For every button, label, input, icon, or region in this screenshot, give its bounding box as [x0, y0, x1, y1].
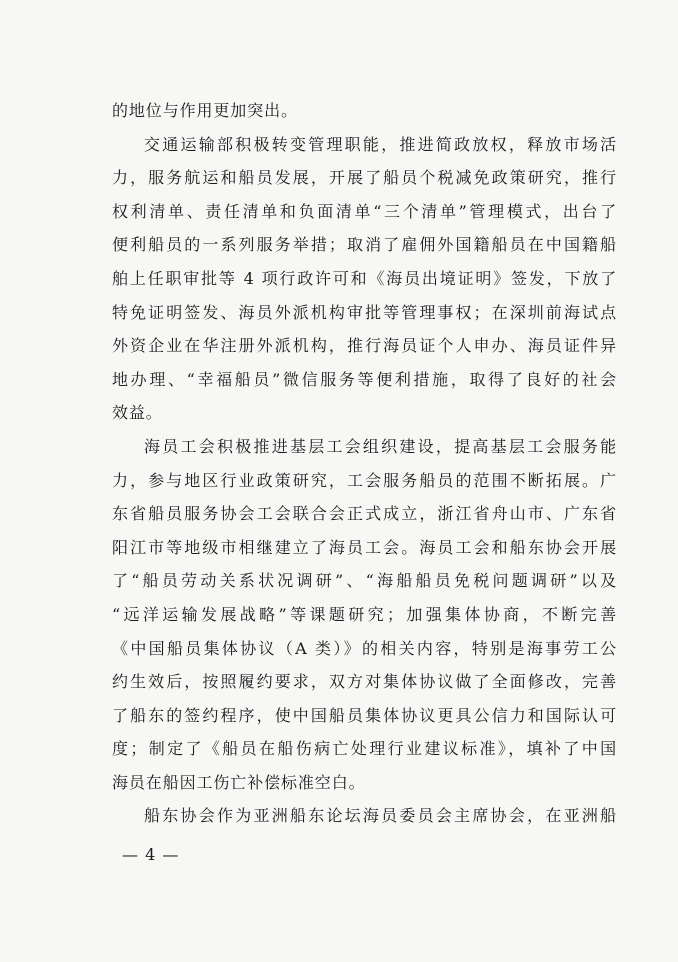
text-line: 舶上任职审批等 4 项行政许可和《海员出境证明》签发，下放了 — [112, 268, 617, 288]
text-line: 船东协会作为亚洲船东论坛海员委员会主席协会，在亚洲船 — [144, 806, 617, 826]
text-line: 力，参与地区行业政策研究，工会服务船员的范围不断拓展。广 — [112, 470, 617, 490]
text-line: 权利清单、责任清单和负面清单“三个清单”管理模式，出台了 — [112, 201, 617, 221]
text-line: 便利船员的一系列服务举措；取消了雇佣外国籍船员在中国籍船 — [112, 235, 617, 255]
text-line: 约生效后，按照履约要求，双方对集体协议做了全面修改，完善 — [112, 672, 617, 692]
text-line: 海员工会积极推进基层工会组织建设，提高基层工会服务能 — [144, 436, 617, 456]
text-line: 地办理、“幸福船员”微信服务等便利措施，取得了良好的社会 — [112, 369, 617, 389]
text-line: 的地位与作用更加突出。 — [112, 101, 298, 120]
text-line: 东省船员服务协会工会联合会正式成立，浙江省舟山市、广东省 — [112, 504, 617, 524]
text-line: 《中国船员集体协议（A 类）》的相关内容，特别是海事劳工公 — [112, 638, 617, 658]
text-line: 阳江市等地级市相继建立了海员工会。海员工会和船东协会开展 — [112, 537, 617, 557]
text-line: 了“船员劳动关系状况调研”、“海船船员免税问题调研”以及 — [112, 571, 617, 591]
text-line: 效益。 — [112, 403, 163, 423]
text-line: 海员在船因工伤亡补偿标准空白。 — [112, 772, 366, 792]
text-line: “远洋运输发展战略”等课题研究；加强集体协商，不断完善 — [112, 604, 617, 624]
text-line: 力，服务航运和船员发展，开展了船员个税减免政策研究，推行 — [112, 168, 617, 188]
text-line: 了船东的签约程序，使中国船员集体协议更具公信力和国际认可 — [112, 705, 617, 725]
text-line: 度；制定了《船员在船伤病亡处理行业建议标准》，填补了中国 — [112, 739, 617, 759]
page-number: — 4 — — [122, 845, 180, 864]
body-text — [112, 94, 617, 833]
text-line: 特免证明签发、海员外派机构审批等管理事权；在深圳前海试点 — [112, 302, 617, 322]
text-line: 外资企业在华注册外派机构，推行海员证个人申办、海员证件异 — [112, 336, 617, 356]
text-line: 交通运输部积极转变管理职能，推进简政放权，释放市场活 — [144, 134, 617, 154]
